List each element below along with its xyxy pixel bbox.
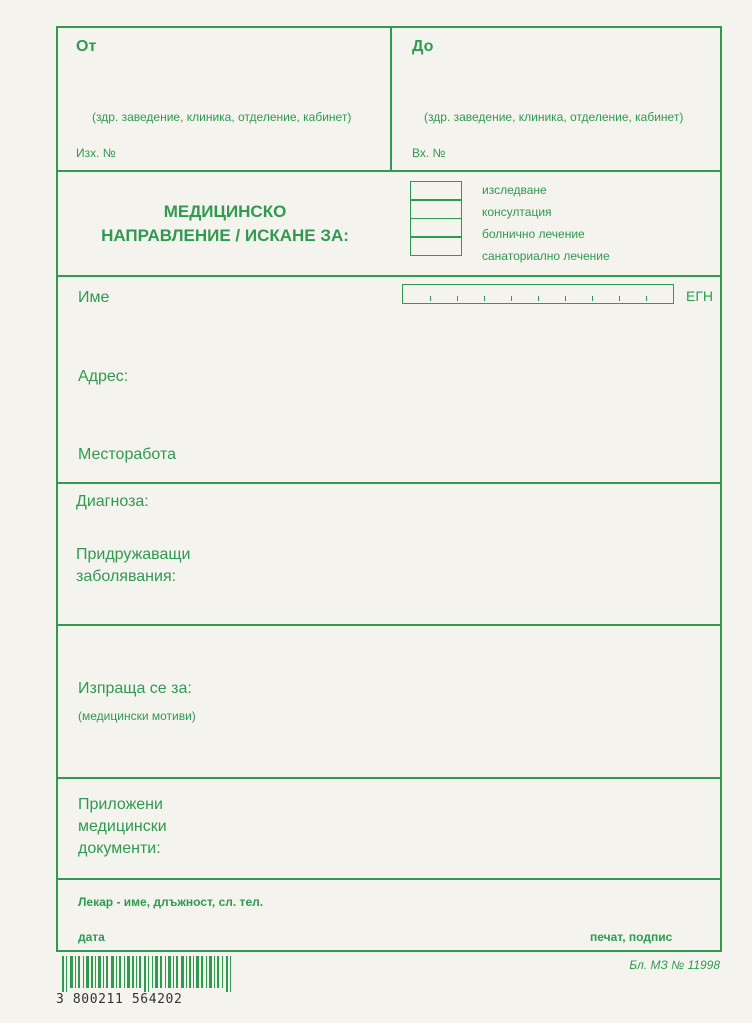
barcode (62, 956, 238, 992)
attachments-label (78, 794, 167, 860)
egn-field[interactable] (402, 284, 674, 304)
egn-tick (484, 296, 485, 301)
workplace-label: Месторабота (78, 446, 177, 463)
barcode-digits: 3 800211 564202 (56, 992, 183, 1007)
checkbox-sanatorium[interactable] (410, 236, 462, 256)
checkbox-research[interactable] (410, 181, 462, 201)
from-ref-label: Изх. № (76, 146, 116, 160)
address-label: Адрес: (78, 368, 129, 385)
attachments-line2: медицински (78, 818, 167, 835)
stamp-label: печат, подпис (590, 930, 673, 944)
egn-tick (538, 296, 539, 301)
option-sanatorium-label: санаториално лечение (482, 249, 610, 263)
date-label: дата (78, 930, 105, 944)
divider-header (58, 170, 720, 172)
checkbox-consultation[interactable] (410, 199, 462, 219)
option-research-label: изследване (482, 183, 547, 197)
sent-for-hint: (медицински мотиви) (78, 709, 196, 723)
attachments-line3: документи: (78, 840, 161, 857)
egn-tick (430, 296, 431, 301)
concomitant-label (76, 544, 191, 588)
concomitant-line2: заболявания: (76, 568, 177, 585)
from-hint: (здр. заведение, клиника, отделение, кабинет) (92, 110, 352, 124)
sent-for-label: Изпраща се за: (78, 680, 192, 697)
form-number: Бл. МЗ № 11998 (629, 958, 720, 972)
egn-tick (646, 296, 647, 301)
egn-label: ЕГН (686, 288, 714, 304)
egn-tick (565, 296, 566, 301)
egn-tick (619, 296, 620, 301)
divider-referral (58, 777, 720, 779)
checkbox-hospital[interactable] (410, 218, 462, 238)
request-type-checkboxes (410, 182, 462, 256)
egn-tick (592, 296, 593, 301)
doctor-label: Лекар - име, длъжност, сл. тел. (78, 895, 264, 909)
name-label: Име (78, 289, 110, 306)
to-ref-label: Вх. № (412, 146, 446, 160)
header-split (390, 28, 392, 170)
egn-tick (511, 296, 512, 301)
concomitant-line1: Придружаващи (76, 546, 191, 563)
form-title-line2: НАПРАВЛЕНИЕ / ИСКАНЕ ЗА: (101, 226, 349, 245)
referral-form (56, 26, 722, 952)
egn-tick (457, 296, 458, 301)
form-title (80, 200, 370, 248)
divider-attachments (58, 878, 720, 880)
from-label: От (76, 38, 97, 55)
to-label: До (412, 38, 434, 55)
divider-diagnosis (58, 624, 720, 626)
divider-patient (58, 482, 720, 484)
divider-title (58, 275, 720, 277)
option-hospital-label: болнично лечение (482, 227, 585, 241)
option-consultation-label: консултация (482, 205, 552, 219)
form-title-line1: МЕДИЦИНСКО (163, 202, 287, 221)
diagnosis-label: Диагноза: (76, 493, 149, 510)
to-hint: (здр. заведение, клиника, отделение, кабинет) (424, 110, 684, 124)
attachments-line1: Приложени (78, 796, 163, 813)
